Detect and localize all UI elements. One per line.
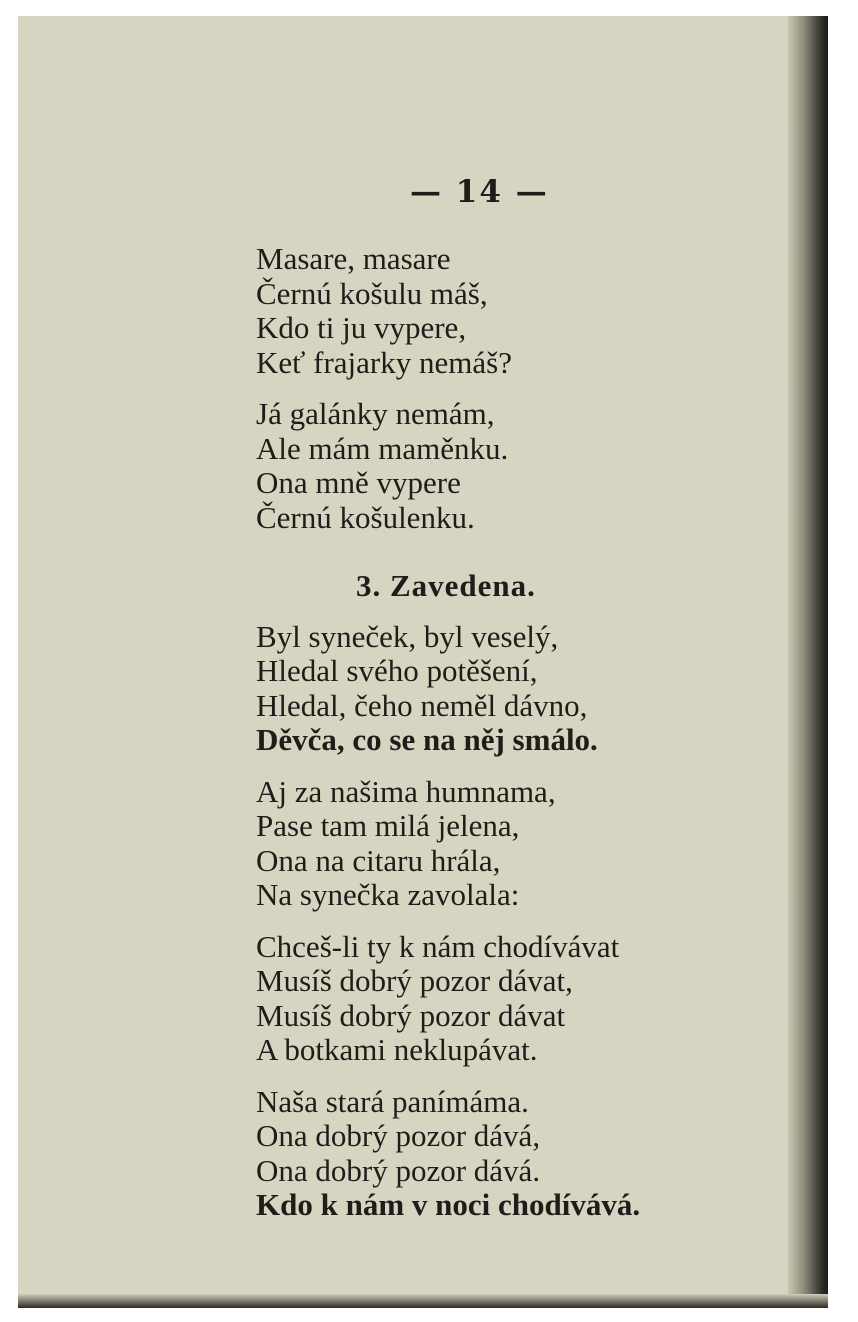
verse-line: Musíš dobrý pozor dávat (256, 997, 566, 1033)
stanza-4 (256, 775, 816, 913)
page-bottom-edge (18, 1294, 828, 1308)
verse-line: Děvča, co se na něj smálo. (256, 722, 598, 757)
verse-line: Byl syneček, byl veselý, (256, 618, 559, 654)
stanza-1 (256, 242, 816, 380)
verse-line: Ona dobrý pozor dává, (256, 1118, 541, 1153)
stanza-6 (256, 1085, 816, 1223)
verse-line: Masare, masare (256, 241, 451, 276)
poem-text (256, 242, 816, 1240)
stanza-2 (256, 397, 816, 535)
verse-line: Já galánky nemám, (256, 396, 495, 431)
verse-line: Hledal, čeho neměl dávno, (256, 687, 588, 723)
verse-line: Ale mám maměnku. (256, 430, 509, 466)
verse-line: Ona dobrý pozor dává. (256, 1152, 541, 1188)
verse-line: Aj za našima humnama, (256, 773, 556, 809)
stanza-5 (256, 930, 816, 1068)
stanza-3 (256, 620, 816, 758)
verse-line: Ona mně vypere (256, 465, 461, 500)
verse-line: Na synečka zavolala: (256, 877, 520, 912)
verse-line: Kdo ti ju vypere, (256, 310, 467, 345)
verse-line: Chceš-li ty k nám chodívávat (256, 928, 620, 964)
verse-line: Kdo k nám v noci chodívává. (256, 1187, 641, 1222)
verse-line: Pase tam milá jelena, (256, 808, 520, 843)
verse-line: Naša stará panímáma. (256, 1083, 529, 1119)
verse-line: Černú košulu máš, (256, 275, 488, 311)
page-number: — 14 — (410, 174, 549, 210)
verse-line: Ona na citaru hrála, (256, 842, 501, 878)
verse-line: A botkami neklupávat. (256, 1032, 538, 1067)
verse-line: Keť frajarky nemáš? (256, 344, 512, 380)
verse-line: Černú košulenku. (256, 499, 475, 535)
verse-line: Hledal svého potěšení, (256, 653, 538, 688)
section-heading: 3. Zavedena. (356, 568, 536, 603)
book-page (18, 16, 828, 1308)
verse-line: Musíš dobrý pozor dávat, (256, 963, 573, 998)
